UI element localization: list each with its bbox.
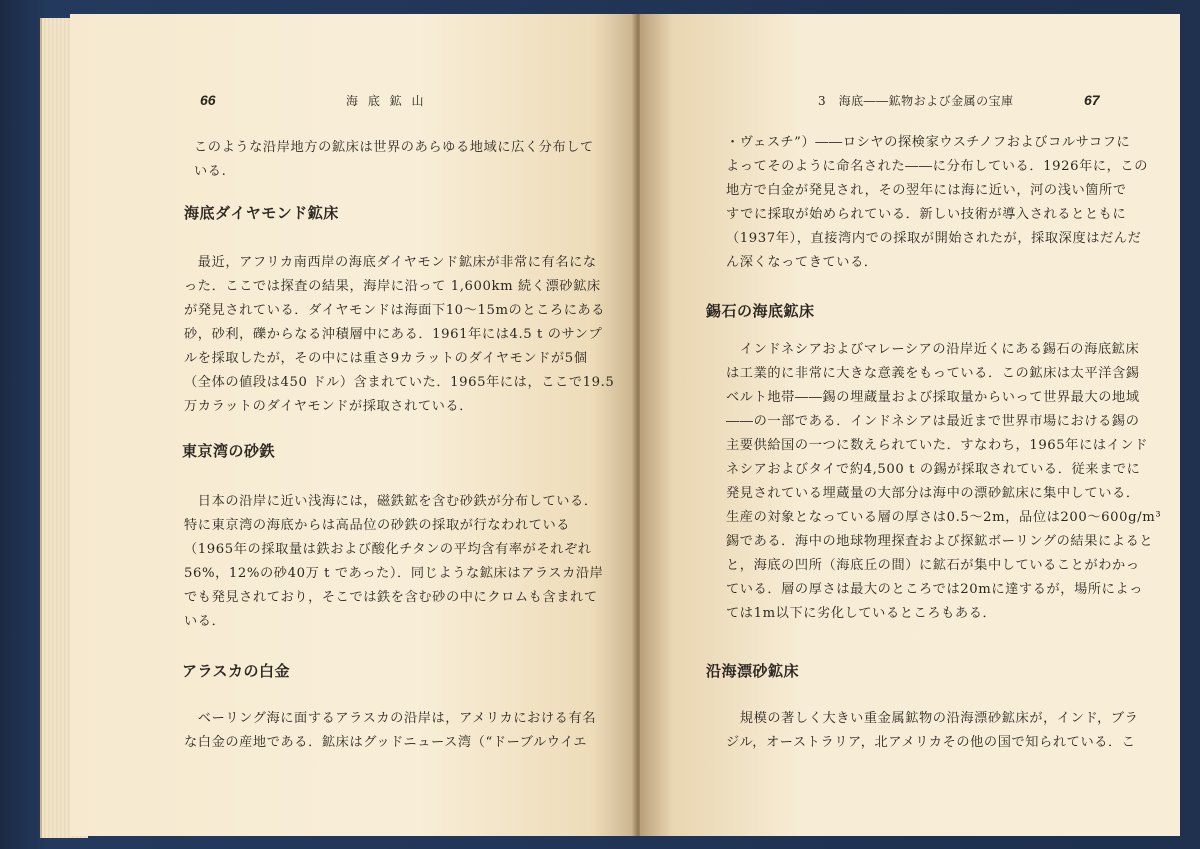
section-heading: 沿海漂砂鉱床 xyxy=(706,662,800,680)
text-line: 56%，12%の砂40万 t であった）．同じような鉱床はアラスカ沿岸 xyxy=(184,566,604,581)
running-head: 海 底 鉱 山 xyxy=(346,94,427,108)
text-line: 地方で白金が発見され，その翌年には海に近い，河の浅い箇所で xyxy=(726,183,1127,198)
text-line: いる． xyxy=(184,614,226,629)
intro-paragraph xyxy=(194,136,594,184)
text-line: 生産の対象となっている層の厚さは0.5～2m，品位は200～600g/m³ xyxy=(726,510,1162,525)
section-paragraph xyxy=(726,707,1138,755)
section-heading: アラスカの白金 xyxy=(182,662,291,680)
text-line: （1937年），直接湾内での採取が開始されたが，採取深度はだんだ xyxy=(726,231,1142,246)
text-line: このような沿岸地方の鉱床は世界のあらゆる地域に広く分布して xyxy=(194,140,594,155)
text-line: いる. xyxy=(194,164,227,179)
text-line: 主要供給国の一つに数えられていた．すなわち，1965年にはインド xyxy=(726,438,1149,453)
text-line: が発見されている．ダイヤモンドは海面下10～15mのところにある xyxy=(184,303,606,318)
section-paragraph xyxy=(184,251,614,419)
text-line: 砂，砂利，礫からなる沖積層中にある．1961年には4.5 t のサンプ xyxy=(184,327,603,342)
text-line: すでに採取が始められている．新しい技術が導入されるとともに xyxy=(726,207,1127,222)
right-page xyxy=(640,14,1180,836)
left-page xyxy=(70,14,638,836)
text-line: ん深くなってきている． xyxy=(726,255,878,270)
section-heading: 錫石の海底鉱床 xyxy=(706,302,815,320)
text-line: ――の一部である．インドネシアは最近まで世界市場における錫の xyxy=(726,414,1140,429)
intro-paragraph xyxy=(726,131,1148,275)
section-heading: 海底ダイヤモンド鉱床 xyxy=(184,204,339,222)
running-head: 3 海底――鉱物および金属の宝庫 xyxy=(818,94,1014,108)
text-line: ている．層の厚さは最大のところでは20mに達するが，場所によっ xyxy=(726,582,1144,597)
text-line: と，海底の凹所（海底丘の間）に鉱石が集中していることがわかっ xyxy=(726,558,1140,573)
section-heading: 東京湾の砂鉄 xyxy=(182,442,276,460)
section-paragraph xyxy=(184,490,603,634)
text-line: ベルト地帯――錫の埋蔵量および採取量からいって世界最大の地域 xyxy=(726,390,1140,405)
text-line: ては1m以下に劣化しているところもある． xyxy=(726,606,997,621)
text-line: インドネシアおよびマレーシアの沿岸近くにある錫石の海底鉱床 xyxy=(726,342,1140,357)
section-paragraph xyxy=(726,338,1161,626)
text-line: 万カラットのダイヤモンドが採取されている． xyxy=(184,399,474,414)
text-line: な白金の産地である．鉱床はグッドニュース湾（“ドーブルウイエ xyxy=(184,735,588,750)
section-paragraph xyxy=(184,707,596,755)
text-line: は工業的に非常に大きな意義をもっている．この鉱床は太平洋含錫 xyxy=(726,366,1140,381)
text-line: 日本の沿岸に近い浅海には，磁鉄鉱を含む砂鉄が分布している． xyxy=(184,494,598,509)
text-line: ルを採取したが，その中には重さ9カラットのダイヤモンドが5個 xyxy=(184,351,588,366)
text-line: ジル，オーストラリア，北アメリカその他の国で知られている．こ xyxy=(726,735,1136,750)
text-line: 錫である．海中の地球物理探査および探鉱ボーリングの結果によると xyxy=(726,534,1154,549)
text-line: でも発見されており，そこでは鉄を含む砂の中にクロムも含まれて xyxy=(184,590,598,605)
page-number: 66 xyxy=(200,92,216,108)
text-line: （全体の値段は450 ドル）含まれていた．1965年には，ここで19.5 xyxy=(184,375,615,390)
text-line: 特に東京湾の海底からは高品位の砂鉄の採取が行なわれている xyxy=(184,518,571,533)
text-line: 最近，アフリカ南西岸の海底ダイヤモンド鉱床が非常に有名にな xyxy=(184,255,597,270)
text-line: ネシアおよびタイで約4,500 t の錫が採取されている．従来までに xyxy=(726,462,1141,477)
page-number: 67 xyxy=(1084,92,1100,108)
text-line: ベーリング海に面するアラスカの沿岸は，アメリカにおける有名 xyxy=(184,711,597,726)
text-line: （1965年の採取量は鉄および酸化チタンの平均含有率がそれぞれ xyxy=(184,542,592,557)
text-line: 発見されている埋蔵量の大部分は海中の漂砂鉱床に集中している． xyxy=(726,486,1140,501)
text-line: よってそのように命名された――に分布している．1926年に，この xyxy=(726,159,1149,174)
text-line: った．ここでは探査の結果，海岸に沿って 1,600km 続く漂砂鉱床 xyxy=(184,279,601,294)
text-line: ・ヴェスチ”）――ロシヤの探検家ウスチノフおよびコルサコフに xyxy=(726,135,1131,150)
text-line: 規模の著しく大きい重金属鉱物の沿海漂砂鉱床が，インド，ブラ xyxy=(726,711,1139,726)
